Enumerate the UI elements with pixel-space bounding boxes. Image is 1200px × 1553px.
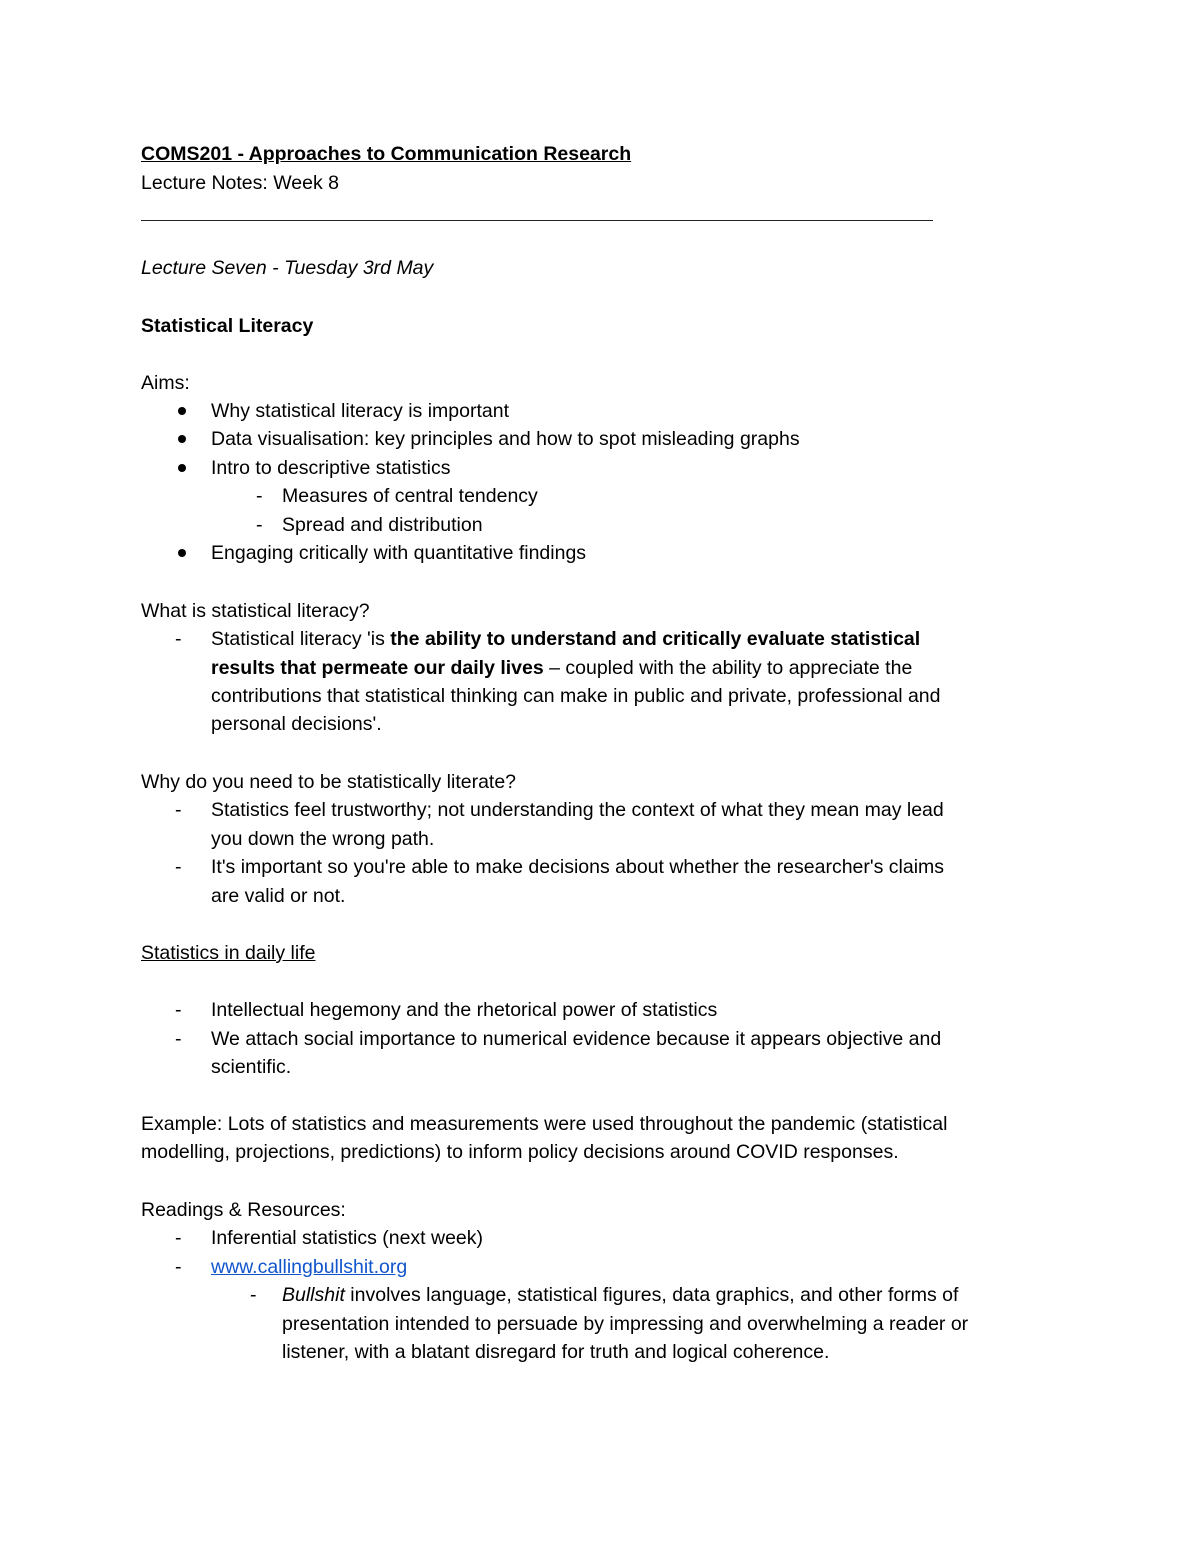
- aims-sub-item: Measures of central tendency: [282, 485, 538, 507]
- dash-marker: -: [250, 1284, 257, 1306]
- aims-item: Why statistical literacy is important: [211, 400, 509, 422]
- horizontal-divider: [141, 220, 933, 221]
- dash-marker: -: [175, 799, 182, 821]
- dash-marker: -: [175, 1227, 182, 1249]
- dash-marker: -: [256, 514, 263, 536]
- lecture-heading: Lecture Seven - Tuesday 3rd May: [141, 257, 434, 279]
- daily-life-item: We attach social importance to numerical evidence because it appears objective and: [211, 1028, 942, 1050]
- daily-life-item-continued: scientific.: [211, 1056, 292, 1078]
- bullet-icon: [178, 435, 186, 443]
- dash-marker: -: [175, 856, 182, 878]
- example-line-2: modelling, projections, predictions) to inform policy decisions around COVID responses.: [141, 1141, 899, 1163]
- dash-marker: -: [175, 999, 182, 1021]
- bullet-icon: [178, 464, 186, 472]
- definition-text: – coupled with the ability to appreciate the: [543, 657, 913, 679]
- readings-item: Inferential statistics (next week): [211, 1227, 484, 1249]
- aims-item: Intro to descriptive statistics: [211, 457, 451, 479]
- example-line-1: Example: Lots of statistics and measurements were used throughout the pandemic (statistical: [141, 1113, 948, 1135]
- readings-sub-text: involves language, statistical figures, data graphics, and other forms of: [344, 1284, 959, 1306]
- section-heading: Statistical Literacy: [141, 315, 314, 337]
- dash-marker: -: [256, 485, 263, 507]
- bullet-icon: [178, 549, 186, 557]
- aims-item: Engaging critically with quantitative findings: [211, 542, 587, 564]
- dash-marker: -: [175, 1028, 182, 1050]
- document-title: COMS201 - Approaches to Communication Research: [141, 143, 632, 165]
- readings-sub-line-3: listener, with a blatant disregard for truth and logical coherence.: [282, 1341, 830, 1363]
- definition-emphasis: the ability to understand and critically evaluate statistical: [390, 628, 921, 650]
- bullet-icon: [178, 407, 186, 415]
- why-item: Statistics feel trustworthy; not understanding the context of what they mean may lead: [211, 799, 944, 821]
- daily-life-item: Intellectual hegemony and the rhetorical power of statistics: [211, 999, 718, 1021]
- bullshit-term: Bullshit: [282, 1284, 345, 1306]
- why-item-continued: are valid or not.: [211, 885, 346, 907]
- definition-line-4: personal decisions'.: [211, 713, 382, 735]
- why-item-continued: you down the wrong path.: [211, 828, 435, 850]
- readings-label: Readings & Resources:: [141, 1199, 346, 1221]
- dash-marker: -: [175, 1256, 182, 1278]
- definition-text: Statistical literacy 'is: [211, 628, 391, 650]
- callingbullshit-link[interactable]: www.callingbullshit.org: [211, 1256, 408, 1278]
- definition-line-3: contributions that statistical thinking can make in public and private, professional and: [211, 685, 941, 707]
- definition-emphasis: results that permeate our daily lives: [211, 657, 544, 679]
- aims-sub-item: Spread and distribution: [282, 514, 483, 536]
- aims-label: Aims:: [141, 372, 190, 394]
- readings-sub-line-1: [282, 1281, 958, 1309]
- readings-sub-line-2: presentation intended to persuade by impressing and overwhelming a reader or: [282, 1313, 969, 1335]
- definition-line-2: [211, 654, 912, 682]
- document-subtitle: Lecture Notes: Week 8: [141, 172, 339, 194]
- readings-link-line: [211, 1253, 407, 1281]
- definition-line-1: [211, 625, 920, 653]
- aims-item: Data visualisation: key principles and how to spot misleading graphs: [211, 428, 800, 450]
- why-question: Why do you need to be statistically literate?: [141, 771, 517, 793]
- definition-question: What is statistical literacy?: [141, 600, 370, 622]
- why-item: It's important so you're able to make decisions about whether the researcher's claims: [211, 856, 945, 878]
- dash-marker: -: [175, 628, 182, 650]
- daily-life-heading: Statistics in daily life: [141, 942, 316, 964]
